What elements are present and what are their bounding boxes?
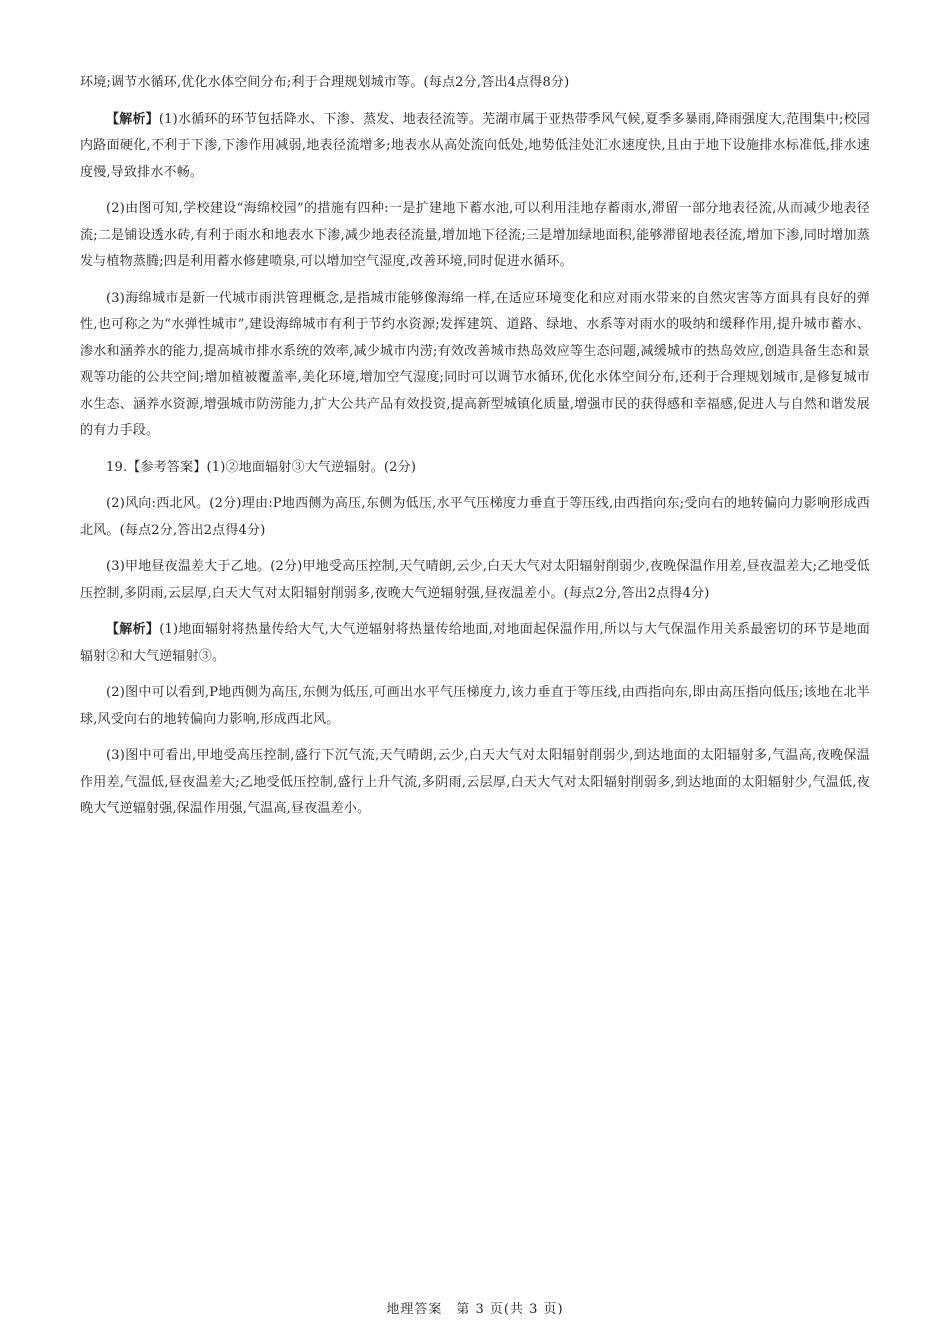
paragraph-9 — [80, 680, 870, 733]
paragraph-text: 环境;调节水循环,优化水体空间分布;利于合理规划城市等。(每点2分,答出4点得8分) — [80, 75, 570, 90]
paragraph-text: (2)风向:西北风。(2分)理由:P地西侧为高压,东侧为低压,水平气压梯度力垂直于等压线,由西指向东;受向右的地转偏向力影响形成西北风。(每点2分,答出2点得4分) — [80, 496, 870, 538]
paragraph-text: (1)地面辐射将热量传给大气,大气逆辐射将热量传给地面,对地面起保温作用,所以与大气保温作用关系最密切的环节是地面辐射②和大气逆辐射③。 — [80, 622, 870, 664]
paragraph-3 — [80, 196, 870, 276]
analysis-tag: 【解析】 — [106, 622, 160, 637]
paragraph-1 — [80, 70, 870, 97]
paragraph-2 — [80, 107, 870, 187]
paragraph-7 — [80, 554, 870, 607]
question-19-answer — [80, 455, 870, 482]
page-footer: 地理答案 第 3 页(共 3 页) — [386, 1302, 564, 1317]
document-body — [80, 70, 870, 833]
paragraph-text: 19.【参考答案】(1)②地面辐射③大气逆辐射。(2分) — [106, 459, 417, 475]
paragraph-text: (3)图中可看出,甲地受高压控制,盛行下沉气流,天气晴朗,云少,白天大气对太阳辐射削弱少,到达地面的太阳辐射多,气温高,夜晚保温作用差,气温低,昼夜温差大;乙地受低压控制,盛行上升气流,多阴雨,云层厚,白天大气对太阳辐射削弱多,到达地面的太阳辐射少,气温低,夜晚大气逆辐射强,保温作用强,气温高,昼夜温差小。 — [80, 748, 870, 816]
paragraph-text: (3)甲地昼夜温差大于乙地。(2分)甲地受高压控制,天气晴朗,云少,白天大气对太阳辐射削弱少,夜晚保温作用差,昼夜温差大;乙地受低压控制,多阴雨,云层厚,白天大气对太阳辐射削弱多,夜晚大气逆辐射强,昼夜温差小。(每点2分,答出2点得4分) — [80, 559, 870, 601]
paragraph-text: (2)由图可知,学校建设“海绵校园”的措施有四种:一是扩建地下蓄水池,可以利用洼地存蓄雨水,滞留一部分地表径流,从而减少地表径流;二是铺设透水砖,有利于雨水和地表水下渗,减少地表径流量,增加地下径流;三是增加绿地面积,能够滞留地表径流,增加下渗,同时增加蒸发与植物蒸腾;四是利用蓄水修建喷泉,可以增加空气湿度,改善环境,同时促进水循环。 — [80, 201, 870, 269]
paragraph-text: (1)水循环的环节包括降水、下渗、蒸发、地表径流等。芜湖市属于亚热带季风气候,夏季多暴雨,降雨强度大,范围集中;校园内路面硬化,不利于下渗,下渗作用减弱,地表径流增多;地表水从高处流向低处,地势低洼处汇水速度快,且由于地下设施排水标准低,排水速度慢,导致排水不畅。 — [80, 111, 870, 180]
paragraph-4 — [80, 286, 870, 445]
analysis-tag: 【解析】 — [106, 111, 159, 127]
paragraph-6 — [80, 491, 870, 544]
paragraph-10 — [80, 743, 870, 823]
paragraph-text: (2)图中可以看到,P地西侧为高压,东侧为低压,可画出水平气压梯度力,该力垂直于等压线,由西指向东,即由高压指向低压;该地在北半球,风受向右的地转偏向力影响,形成西北风。 — [80, 685, 870, 727]
paragraph-8 — [80, 617, 870, 670]
paragraph-text: (3)海绵城市是新一代城市雨洪管理概念,是指城市能够像海绵一样,在适应环境变化和应对雨水带来的自然灾害等方面具有良好的弹性,也可称之为“水弹性城市”,建设海绵城市有利于节约水资源;发挥建筑、道路、绿地、水系等对雨水的吸纳和缓释作用,提升城市蓄水、渗水和涵养水的能力,提高城市排水系统的效率,减少城市内涝;有效改善城市热岛效应等生态问题,减缓城市的热岛效应,创造具备生态和景观等功能的公共空间;增加植被覆盖率,美化环境,增加空气湿度;同时可以调节水循环,优化水体空间分布,还利于合理规划城市,是修复城市水生态、涵养水资源,增强城市防涝能力,扩大公共产品有效投资,提高新型城镇化质量,增强市民的获得感和幸福感,促进人与自然和谐发展的有力手段。 — [80, 290, 870, 438]
